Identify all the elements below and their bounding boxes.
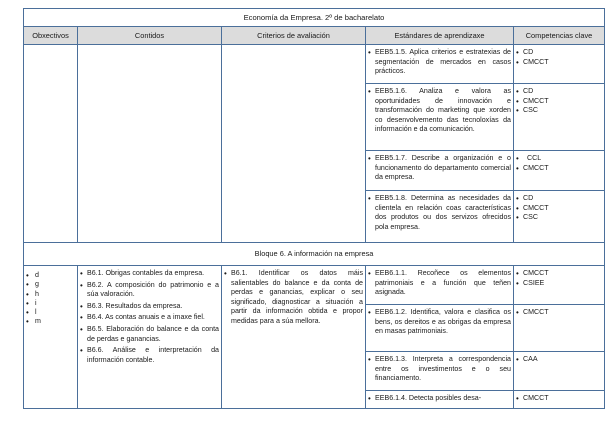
table-header-row: [24, 27, 605, 45]
competence-item: • CD: [514, 87, 604, 97]
header-criteria: Criterios de avaliación: [222, 27, 366, 45]
contents-cell-empty: [78, 45, 222, 243]
block-heading: Bloque 6. A información na empresa: [24, 243, 605, 266]
standard-cell: [366, 151, 514, 191]
header-objectives: Obxectivos: [24, 27, 78, 45]
standard-text: • EEB5.1.5. Aplica criterios e estratexias de segmentación de mercados en casos prácticos.: [366, 45, 513, 81]
header-standards: Estándares de aprendizaxe: [366, 27, 514, 45]
content-item: • B6.5. Elaboración do balance e da conta de perdas e ganancias.: [78, 325, 219, 344]
competences-cell: [514, 151, 605, 191]
standard-text: • EEB5.1.6. Analiza e valora as oportunidades de innovación e transformación do marketing que xorden co desenvolvemento das tecnoloxías da información e da comunicación.: [366, 84, 513, 139]
objective-item: • h: [24, 290, 77, 299]
criteria-cell-empty: [222, 45, 366, 243]
competence-item: • CMCCT: [514, 204, 604, 214]
competence-item: • CSC: [514, 213, 604, 223]
competence-item: • CMCCT: [514, 164, 604, 174]
standard-text: • EEB6.1.1. Recoñece os elementos patrimoniais e a función que teñen asignada.: [366, 266, 513, 302]
standard-cell: [366, 266, 514, 305]
standard-cell: [366, 45, 514, 84]
content-item: • B6.1. Obrigas contables da empresa.: [78, 269, 219, 279]
competence-item: • CMCCT: [514, 97, 604, 107]
contents-cell: [78, 266, 222, 409]
objective-item: • g: [24, 280, 77, 289]
competences-cell: [514, 266, 605, 305]
standard-cell: [366, 352, 514, 391]
objective-item: • i: [24, 299, 77, 308]
standard-cell: [366, 391, 514, 409]
competence-item: • CD: [514, 194, 604, 204]
block-heading-row: [24, 243, 605, 266]
table-title-row: [24, 9, 605, 27]
competence-item: • CSIEE: [514, 279, 604, 289]
table-title: Economía da Empresa. 2º de bacharelato: [24, 9, 605, 27]
content-item: • B6.2. A composición do patrimonio e a súa valoración.: [78, 281, 219, 300]
competence-item: • CAA: [514, 355, 604, 365]
criterion-item: • B6.1. Identificar os datos máis salientables do balance e da conta de perdas e ganancias, explicar o seu significado, diagnosticar a situación a partir da información obtida e propor medidas para a súa mellora.: [222, 269, 363, 327]
objective-item: • l: [24, 308, 77, 317]
competences-cell: [514, 305, 605, 352]
standard-cell: [366, 305, 514, 352]
competence-item: • CMCCT: [514, 269, 604, 279]
table-row: [24, 45, 605, 84]
objectives-cell-empty: [24, 45, 78, 243]
content-item: • B6.3. Resultados da empresa.: [78, 302, 219, 312]
standard-text: • EEB6.1.3. Interpreta a correspondencia entre os investimentos e o seu financiamento.: [366, 352, 513, 388]
curriculum-table: [23, 8, 605, 409]
competences-cell: [514, 45, 605, 84]
competence-item: • CMCCT: [514, 308, 604, 318]
content-item: • B6.4. As contas anuais e a imaxe fiel.: [78, 313, 219, 323]
objectives-cell: [24, 266, 78, 409]
standard-cell: [366, 84, 514, 151]
table-row: [24, 266, 605, 305]
objective-item: • d: [24, 271, 77, 280]
objective-item: • m: [24, 317, 77, 326]
competences-cell: [514, 391, 605, 409]
standard-cell: [366, 191, 514, 243]
competence-item: • CMCCT: [514, 58, 604, 68]
competence-item: • CD: [514, 48, 604, 58]
standard-text: • EEB6.1.4. Detecta posibles desa-: [366, 391, 513, 408]
header-competences: Competencias clave: [514, 27, 605, 45]
content-item: • B6.6. Análise e interpretación da información contable.: [78, 346, 219, 365]
competences-cell: [514, 84, 605, 151]
competences-cell: [514, 191, 605, 243]
standard-text: • EEB6.1.2. Identifica, valora e clasifica os bens, os dereitos e as obrigas da empresa en masas patrimoniais.: [366, 305, 513, 341]
header-contents: Contidos: [78, 27, 222, 45]
competence-item: • CMCCT: [514, 394, 604, 404]
competence-item: • CSC: [514, 106, 604, 116]
criteria-cell: [222, 266, 366, 409]
competences-cell: [514, 352, 605, 391]
standard-text: • EEB5.1.8. Determina as necesidades da clientela en relación coas características dos produtos ou dos servizos ofrecidos pola empresa.: [366, 191, 513, 236]
standard-text: • EEB5.1.7. Describe a organización e o funcionamento do departamento comercial da empresa.: [366, 151, 513, 187]
competence-item: • CCL: [514, 154, 604, 164]
